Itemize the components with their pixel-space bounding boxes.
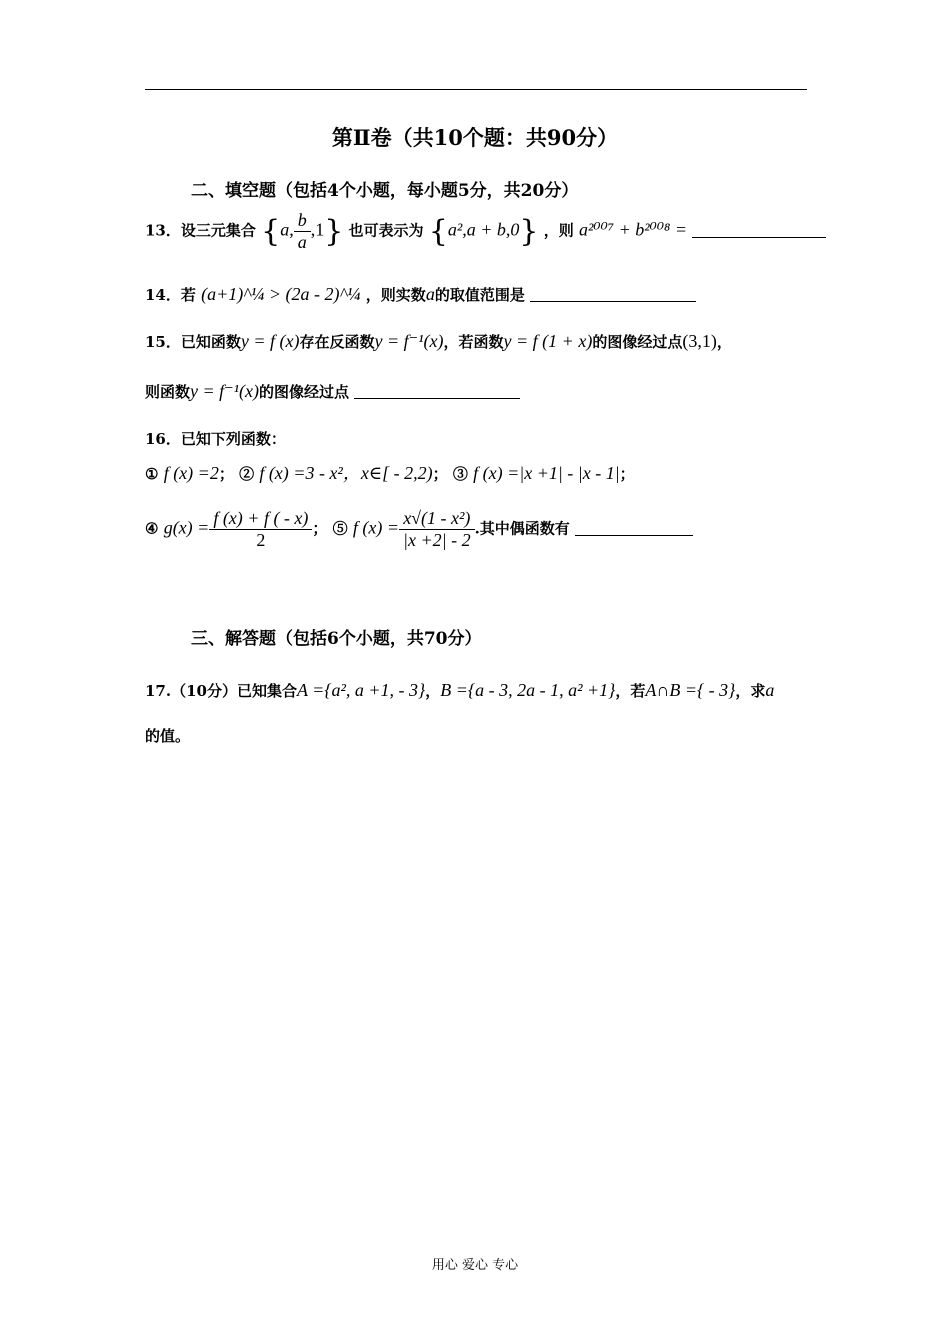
q15-label: 15．已知函数 bbox=[145, 333, 241, 351]
question-15-line2: 则函数y = f⁻¹(x)的图像经过点 bbox=[145, 381, 520, 402]
question-15-line1: 15．已知函数y = f (x)存在反函数y = f⁻¹(x)，若函数y = f (1 + x)的图像经过点(3,1)， bbox=[145, 331, 732, 351]
q14-label: 14．若 bbox=[145, 286, 196, 304]
q14-tail: ，则实数 bbox=[365, 286, 426, 304]
q13-mid: 也可表示为 bbox=[348, 221, 424, 240]
question-16-items-1: ① f (x) =2； ② f (x) =3 - x²，x∈[ - 2,2)； ③ f (x) =|x +1| - |x - 1|； bbox=[145, 463, 635, 483]
question-16-items-2: ④ g(x) = $\frac{f (x) + f ( - x)}{2}$ ； ⑤ f (x) = $\frac{\text{x√(1 - x²)}}{|x +2| - 2}$ .其中偶函数有 bbox=[145, 508, 693, 551]
q15-answer-blank[interactable] bbox=[354, 384, 520, 399]
q14-tail2: 的取值范围是 bbox=[434, 286, 525, 304]
q13-answer-blank[interactable] bbox=[692, 223, 826, 238]
question-16-label: 16．已知下列函数： bbox=[145, 430, 286, 448]
q13-fraction: $\frac{b}{a}$ bbox=[294, 210, 311, 253]
question-13: 13．设三元集合 {a, $\frac{b}{a}$ ,1} 也可表示为 {a²,a + b,0} ，则 a²⁰⁰⁷ + b²⁰⁰⁸ = bbox=[145, 210, 826, 253]
header-rule bbox=[145, 89, 807, 90]
right-brace: } bbox=[324, 214, 344, 249]
left-brace: { bbox=[261, 214, 281, 249]
q14-var: a bbox=[425, 284, 435, 304]
question-17-line1: 17.（10分）已知集合A ={a², a +1, - 3}，B ={a - 3, 2a - 1, a² +1}，若A∩B ={ - 3}，求a bbox=[145, 680, 775, 700]
q16-answer-blank[interactable] bbox=[575, 521, 693, 536]
page-footer: 用心 爱心 专心 bbox=[431, 1258, 519, 1273]
question-17-line2: 的值。 bbox=[145, 727, 191, 745]
q13-then: ，则 bbox=[543, 221, 574, 240]
q14-answer-blank[interactable] bbox=[530, 287, 696, 302]
q13-set2: a²,a + b,0 bbox=[447, 219, 520, 240]
section3-heading: 三、解答题（包括6个小题，共70分） bbox=[191, 629, 482, 649]
q13-set1-a: a, bbox=[280, 219, 294, 240]
q13-set1-rest: ,1 bbox=[310, 219, 325, 240]
q14-expr: (a+1)^¼ > (2a - 2)^¼ bbox=[201, 284, 361, 304]
q16-item4-fraction: $\frac{f (x) + f ( - x)}{2}$ bbox=[209, 508, 312, 551]
page-title: 第Ⅱ卷（共10个题：共90分） bbox=[331, 125, 619, 150]
section2-heading: 二、填空题（包括4个小题，每小题5分，共20分） bbox=[191, 181, 579, 201]
q16-item5-fraction: $\frac{\text{x√(1 - x²)}}{|x +2| - 2}$ bbox=[399, 508, 475, 551]
q13-label: 13．设三元集合 bbox=[145, 221, 256, 240]
q13-expr: a²⁰⁰⁷ + b²⁰⁰⁸ = bbox=[579, 219, 687, 240]
question-14 bbox=[145, 284, 696, 305]
